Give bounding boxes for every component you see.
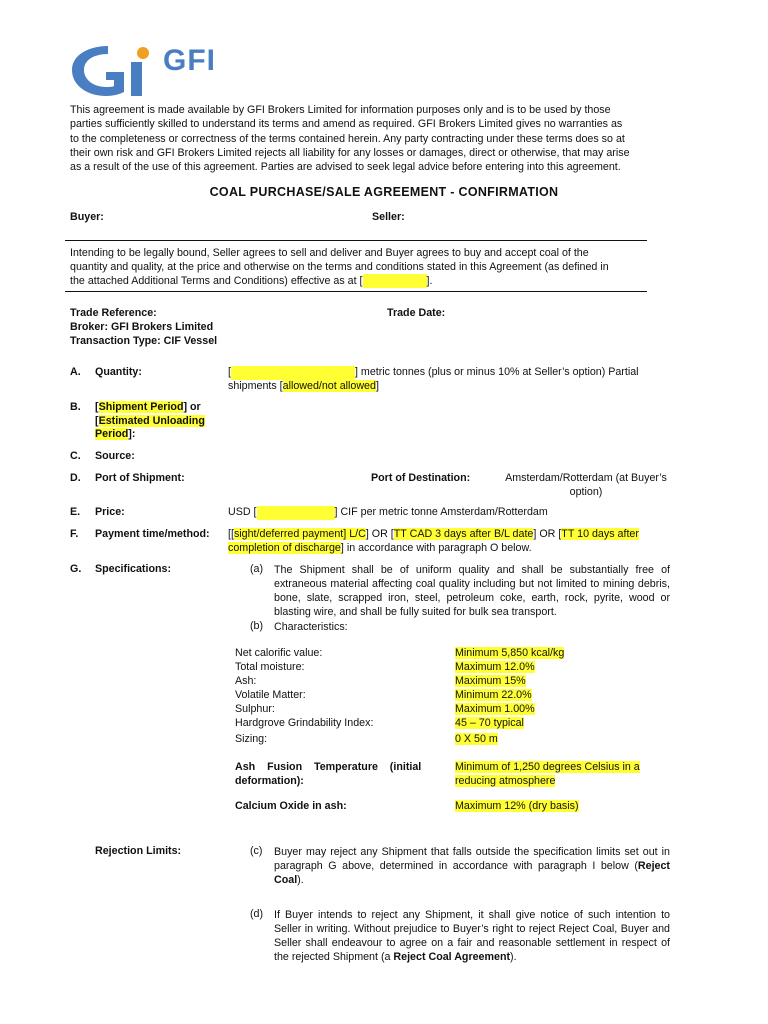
clause-d-pre: If Buyer intends to reject any Shipment, it shall give notice of such intention to Seller in writing. Without prejudice to Buyer’s right to reject Reject Coal, Buyer and Seller shall endeavour to agree on a fair and reasonable settlement in respect of the rejected Shipment (a (274, 909, 670, 963)
text: ] in accordance with paragraph O below. (340, 541, 532, 554)
section-letter: C. (70, 450, 81, 462)
price-post: ] CIF per metric tonne Amsterdam/Rotterdam (334, 506, 548, 518)
quantity-value (228, 366, 673, 393)
spec-value[interactable]: Maximum 12.0% (455, 661, 535, 673)
spec-label: Ash: (235, 675, 257, 687)
clause-b-text: Characteristics: (274, 621, 348, 633)
port-of-destination-value (496, 472, 676, 499)
rejection-limits-label: Rejection Limits: (95, 845, 182, 857)
ash-fusion-value[interactable] (455, 760, 640, 788)
intro-line3-pre: the attached Additional Terms and Conditions) effective as at [ (70, 275, 363, 287)
price-field[interactable] (257, 506, 335, 520)
spec-label: Volatile Matter: (235, 689, 306, 701)
port-of-destination-label: Port of Destination: (371, 472, 471, 484)
quantity-line2-post: ] (375, 379, 379, 392)
disclaimer-line: as a result of the use of this agreement. Parties are advised to seek legal advice before entering into this agreement. (70, 161, 621, 174)
trade-date-label: Trade Date: (387, 307, 446, 319)
destination-line: Amsterdam/Rotterdam (at Buyer’s (505, 472, 667, 484)
ash-fusion-label-line: Ash Fusion Temperature (initial (235, 761, 422, 773)
reject-coal-term: Reject Coal (274, 860, 670, 886)
spec-value[interactable]: 0 X 50 m (455, 733, 498, 745)
clause-marker: (b) (250, 620, 264, 632)
payment-line1 (228, 528, 673, 542)
payment-option-tt-cad[interactable]: TT CAD 3 days after B/L date (393, 528, 534, 540)
quantity-line1 (228, 366, 673, 380)
disclaimer (70, 103, 670, 174)
intro-line (70, 274, 650, 288)
spec-value[interactable]: 45 – 70 typical (455, 717, 524, 729)
clause-d-post: ). (510, 951, 517, 963)
bracket: ] or (183, 401, 201, 413)
bracket: [ (95, 414, 99, 427)
broker-line: Broker: GFI Brokers Limited (70, 321, 214, 333)
unloading-period-option-cont[interactable]: Period (95, 428, 129, 440)
quantity-line1-post: ] metric tonnes (plus or minus 10% at Seller’s option) Partial (354, 366, 639, 378)
specifications-label: Specifications: (95, 563, 172, 575)
ash-fusion-label (235, 760, 441, 788)
bottom-divider (65, 291, 647, 292)
shipment-period-line3 (95, 428, 205, 442)
buyer-label: Buyer: (70, 211, 104, 223)
top-divider (65, 240, 647, 241)
quantity-line2-pre: shipments [ (228, 379, 283, 392)
section-letter: D. (70, 472, 81, 484)
spec-value[interactable]: Maximum 1.00% (455, 703, 535, 715)
unloading-period-option[interactable]: Estimated Unloading (98, 414, 205, 427)
price-value (228, 506, 673, 520)
clause-marker: (a) (250, 563, 264, 575)
payment-option-lc[interactable]: sight/deferred payment] L/C (233, 528, 366, 540)
bracket: [ (95, 401, 99, 413)
spec-value[interactable]: Maximum 15% (455, 675, 526, 687)
text: ] OR [ (365, 528, 394, 540)
intro-line: Intending to be legally bound, Seller agrees to sell and deliver and Buyer agrees to buy and accept coal of the (70, 247, 589, 259)
payment-option-tt-10[interactable]: TT 10 days after (561, 528, 639, 540)
transaction-type-line: Transaction Type: CIF Vessel (70, 335, 218, 347)
seller-label: Seller: (372, 211, 405, 223)
clause-marker: (c) (250, 845, 263, 857)
text: [[ (228, 528, 234, 540)
calcium-oxide-label: Calcium Oxide in ash: (235, 800, 347, 812)
payment-line2 (228, 542, 673, 556)
effective-date-field[interactable] (363, 274, 427, 288)
price-label: Price: (95, 506, 125, 518)
spec-value[interactable]: Minimum 22.0% (455, 689, 532, 701)
spec-label: Sulphur: (235, 703, 275, 715)
source-label: Source: (95, 450, 135, 462)
section-letter: B. (70, 401, 81, 413)
shipment-period-option[interactable]: Shipment Period (98, 401, 184, 413)
trade-reference-label: Trade Reference: (70, 307, 157, 319)
payment-label: Payment time/method: (95, 528, 210, 540)
payment-value (228, 528, 673, 555)
clause-marker: (d) (250, 908, 264, 920)
shipment-period-label (95, 401, 205, 442)
quantity-bracket: [ (228, 366, 231, 378)
quantity-line2 (228, 380, 673, 394)
disclaimer-line: This agreement is made available by GFI Brokers Limited for information purposes only and is to be used by those (70, 104, 611, 116)
disclaimer-line: their own risk and GFI Brokers Limited rejects all liability for any losses or damages, direct or otherwise, that may arise (70, 146, 630, 159)
section-letter: A. (70, 366, 81, 378)
destination-line: option) (569, 485, 603, 498)
gfi-logo-text: GFI (163, 44, 216, 77)
calcium-oxide-value[interactable]: Maximum 12% (dry basis) (455, 800, 579, 812)
spec-label: Hardgrove Grindability Index: (235, 717, 374, 729)
shipment-period-line2 (95, 415, 205, 429)
section-letter: G. (70, 563, 82, 575)
disclaimer-line: to the completeness or correctness of the terms contained herein. Any party contracting under these terms does so at (70, 132, 625, 145)
port-of-shipment-label: Port of Shipment: (95, 472, 185, 484)
clause-c-pre: Buyer may reject any Shipment that falls outside the specification limits set out in paragraph G above, determined in accordance with paragraph I below ( (274, 846, 670, 872)
clause-d-text (274, 908, 670, 964)
spec-label: Net calorific value: (235, 647, 323, 659)
document-title: COAL PURCHASE/SALE AGREEMENT - CONFIRMATION (209, 185, 559, 199)
clause-c-text (274, 845, 670, 887)
partial-shipments-option[interactable]: allowed/not allowed (282, 379, 376, 392)
shipment-period-line1 (95, 401, 205, 415)
disclaimer-line: parties sufficiently skilled to understand its terms and amend as required. GFI Brokers Limited gives no warranties as (70, 118, 623, 131)
intro-line: quantity and quality, at the price and otherwise on the terms and conditions stated in this Agreement (as defined in (70, 261, 609, 273)
section-letter: F. (70, 528, 79, 540)
clause-a-text: The Shipment shall be of uniform quality and shall be substantially free of extraneous material affecting coal quality including but not limited to mining debris, bone, slate, scrapped iron, steel, petroleum coke, earth, rock, pyrite, wood or blasting wire, and shall be fully suited for bulk sea transport. (274, 564, 670, 618)
quantity-label: Quantity: (95, 366, 142, 378)
clause-c-post: ). (297, 874, 304, 886)
text: ] OR [ (533, 528, 562, 540)
bracket: ]: (128, 428, 136, 440)
ash-fusion-label-line: deformation): (235, 775, 304, 787)
reject-coal-agreement-term: Reject Coal Agreement (393, 951, 511, 963)
gfi-logo-icon (68, 40, 158, 100)
intro-line3-post: ]. (426, 275, 433, 287)
payment-option-tt-10-cont[interactable]: completion of discharge (228, 541, 341, 554)
spec-value[interactable]: Minimum 5,850 kcal/kg (455, 647, 565, 659)
ash-fusion-value-line: Minimum of 1,250 degrees Celsius in a (455, 761, 640, 773)
ash-fusion-value-line: reducing atmosphere (455, 775, 556, 787)
spec-label: Sizing: (235, 733, 268, 745)
price-pre: USD [ (228, 506, 257, 518)
spec-label: Total moisture: (235, 661, 305, 673)
intro-paragraph (70, 246, 650, 288)
quantity-field[interactable] (231, 366, 355, 380)
section-letter: E. (70, 506, 81, 518)
